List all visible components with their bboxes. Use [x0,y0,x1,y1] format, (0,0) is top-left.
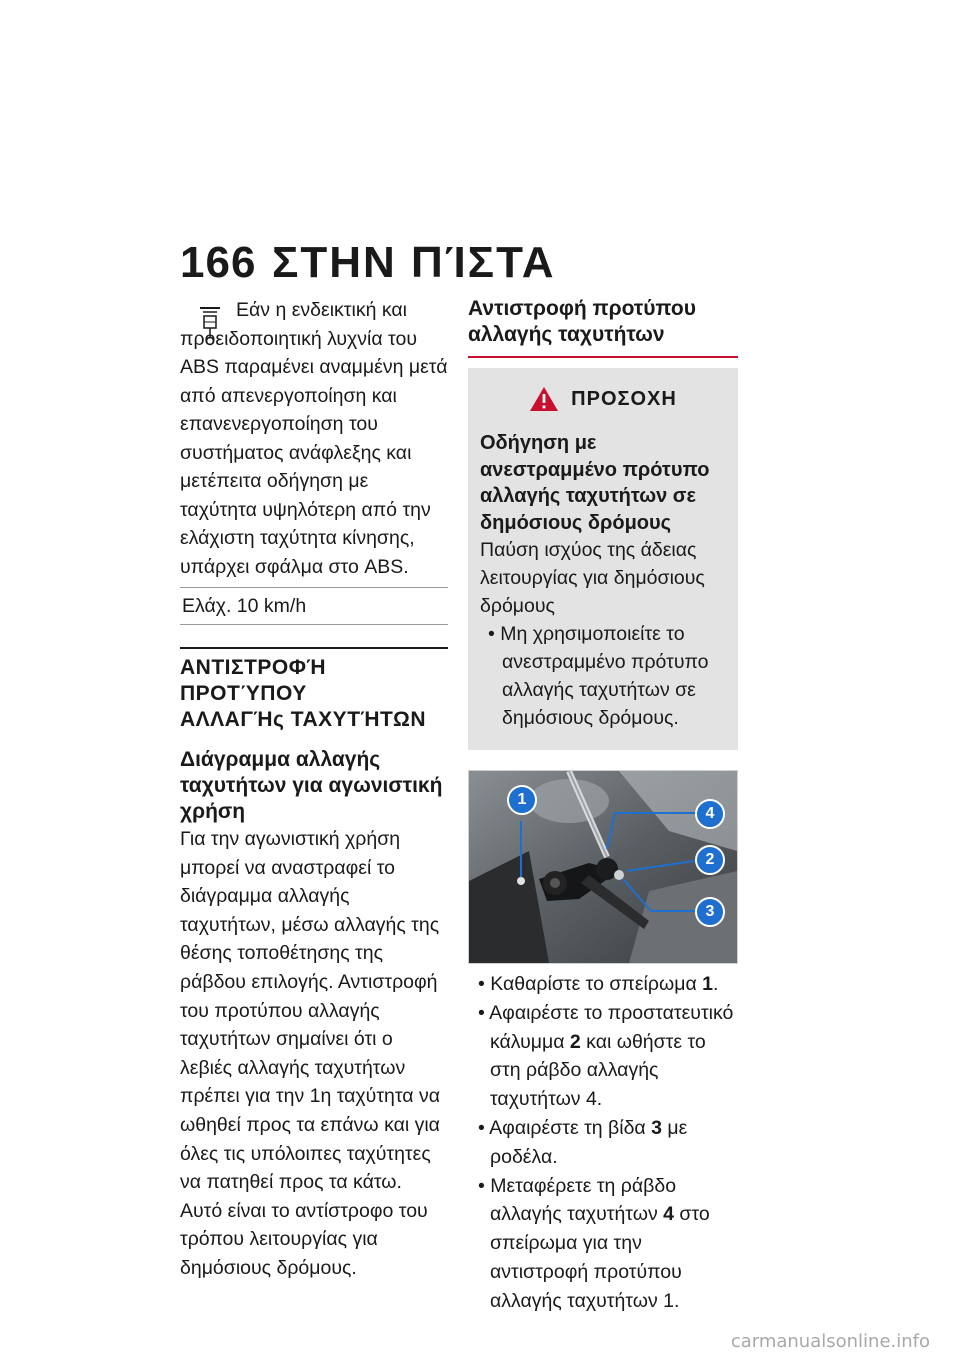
callout-marker-1: 1 [507,785,537,815]
warning-box [468,368,738,750]
accent-rule [468,356,738,358]
callout-marker-2: 2 [695,845,725,875]
indicator-value: Ελάχ. 10 km/h [182,595,307,617]
abs-indicator-icon [198,306,222,346]
list-item: • Μεταφέρετε τη ράβδο αλλαγής ταχυτήτων 4 στο σπείρωμα για την αντιστροφή προτύπου αλλαγής ταχυτήτων 1. [478,1174,710,1312]
section-heading-line-1: ΑΝΤΙΣΤΡΟΦΉ ΠΡΟΤΎΠΟΥ [180,656,327,705]
shift-lever-photo [468,770,738,964]
page-number: 166 [180,238,257,287]
callout-marker-4: 4 [695,799,725,829]
warning-triangle-icon [529,386,559,412]
warning-bullet: • Μη χρησιμοποιείτε το ανεστραμμένο πρότυπο αλλαγής ταχυτήτων σε δημόσιους δρόμους. [488,623,709,729]
warning-bullet-text: Μη χρησιμοποιείτε το ανεστραμμένο πρότυπο αλλαγής ταχυτήτων σε δημόσιους δρόμους. [500,623,709,729]
indicator-text: Εάν η ενδεικτική και προειδοποιητική λυχνία του ABS παραμένει αναμμένη μετά από απενεργοποίηση και επανενεργοποίηση του συστήματος ανάφλεξης και μετέπειτα οδήγηση με ταχύτητα υψηλότερη από την ελάχιστη ταχύτητα κίνησης, υπάρχει σφάλμα στο ABS. [180,299,448,578]
body-paragraph: Για την αγωνιστική χρήση μπορεί να αναστραφεί το διάγραμμα αλλαγής ταχυτήτων, μέσω αλλαγής της θέσης τοποθέτησης της ράβδου επιλογής. Αντιστροφή του προτύπου αλλαγής ταχυτήτων σημαίνει ότι ο λεβιές αλλαγής ταχυτήτων πρέπει για την 1η ταχύτητα να ωθηθεί προς τα επάνω και για όλες τις υπόλοιπες ταχύτητες να πατηθεί προς τα κάτω. Αυτό είναι το αντίστροφο του τρόπου λειτουργίας για δημόσιους δρόμους. [180,828,441,1279]
warning-title: ΠΡΟΣΟΧΗ [571,387,677,410]
right-column [468,296,738,1316]
right-heading: Αντιστροφή προτύπου αλλαγής ταχυτήτων [468,297,696,346]
callout-marker-3: 3 [695,897,725,927]
sub-heading: Διάγραμμα αλλαγής ταχυτήτων για αγωνιστική χρήση [180,748,443,823]
section-rule [180,647,448,649]
list-item: • Αφαιρέστε το προστατευτικό κάλυμμα 2 και ωθήστε το στη ράβδο αλλαγής ταχυτήτων 4. [478,1001,734,1111]
left-column [180,296,448,1283]
section-heading [180,655,448,733]
divider [180,624,448,625]
list-item: • Καθαρίστε το σπείρωμα 1. [478,973,719,995]
list-item: • Αφαιρέστε τη βίδα 3 με ροδέλα. [478,1116,688,1168]
section-heading-line-2: ΑΛΛΑΓΉς ΤΑΧΥΤΉΤΩΝ [180,708,426,731]
steps-list [468,970,738,1316]
warning-subtitle: Οδήγηση με ανεστραμμένο πρότυπο αλλαγής ταχυτήτων σε δημόσιους δρόμους [480,432,710,534]
warning-text: Παύση ισχύος της άδειας λειτουργίας για δημόσιους δρόμους [480,539,705,617]
warning-header [480,386,726,412]
watermark: carmanualsonline.info [730,1331,930,1352]
indicator-note [180,296,448,625]
page-title: ΣΤΗΝ ΠΊΣΤΑ [272,238,556,287]
